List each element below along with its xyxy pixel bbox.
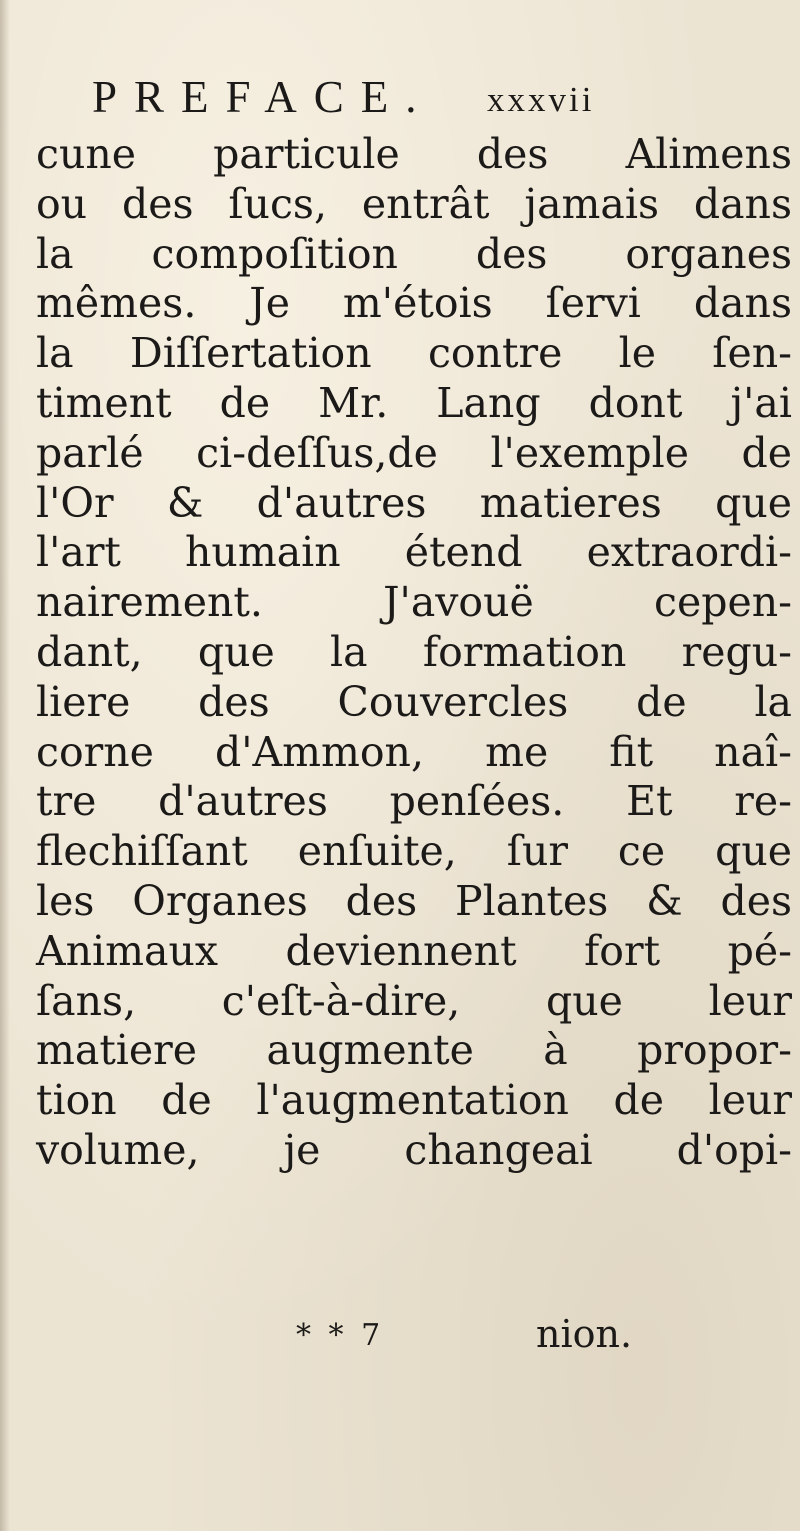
page-number: xxxvii (487, 80, 595, 119)
catchword: nion. (536, 1312, 633, 1356)
body-text (36, 130, 792, 1176)
text-line: mêmes. Je m'étois ſervi dans (36, 279, 792, 328)
text-line: Animaux deviennent fort pé- (36, 926, 792, 975)
text-line: timent de Mr. Lang dont j'ai (36, 378, 792, 427)
text-line: parlé ci-deſſus,de l'exemple de (36, 428, 792, 477)
text-line: ou des ſucs, entrât jamais dans (36, 179, 792, 228)
text-line: nairement. J'avouë cepen- (36, 578, 792, 627)
text-line: l'Or & d'autres matieres que (36, 478, 792, 527)
text-line: tre d'autres penſées. Et re- (36, 777, 792, 826)
running-head (92, 72, 652, 122)
text-line: l'art humain étend extraordi- (36, 528, 792, 577)
text-line: corne d'Ammon, me fit naî- (36, 727, 792, 776)
text-line: ſans, c'eſt-à-dire, que leur (36, 976, 792, 1025)
text-line: flechiſſant enſuite, ſur ce que (36, 827, 792, 876)
page-gutter-shadow (0, 0, 10, 1531)
running-head-title: PREFACE. (92, 72, 434, 122)
page-footer (36, 1312, 792, 1356)
text-line: matiere augmente à propor- (36, 1026, 792, 1075)
text-line: les Organes des Plantes & des (36, 876, 792, 925)
text-line: la Diſſertation contre le ſen- (36, 329, 792, 378)
text-line: tion de l'augmentation de leur (36, 1076, 792, 1125)
text-line: liere des Couvercles de la (36, 677, 792, 726)
signature-mark: * * 7 (296, 1318, 385, 1353)
text-line: volume, je changeai d'opi- (36, 1125, 792, 1174)
text-line: cune particule des Alimens (36, 130, 792, 178)
text-line: dant, que la formation regu- (36, 627, 792, 676)
text-line: la compoſition des organes (36, 229, 792, 278)
